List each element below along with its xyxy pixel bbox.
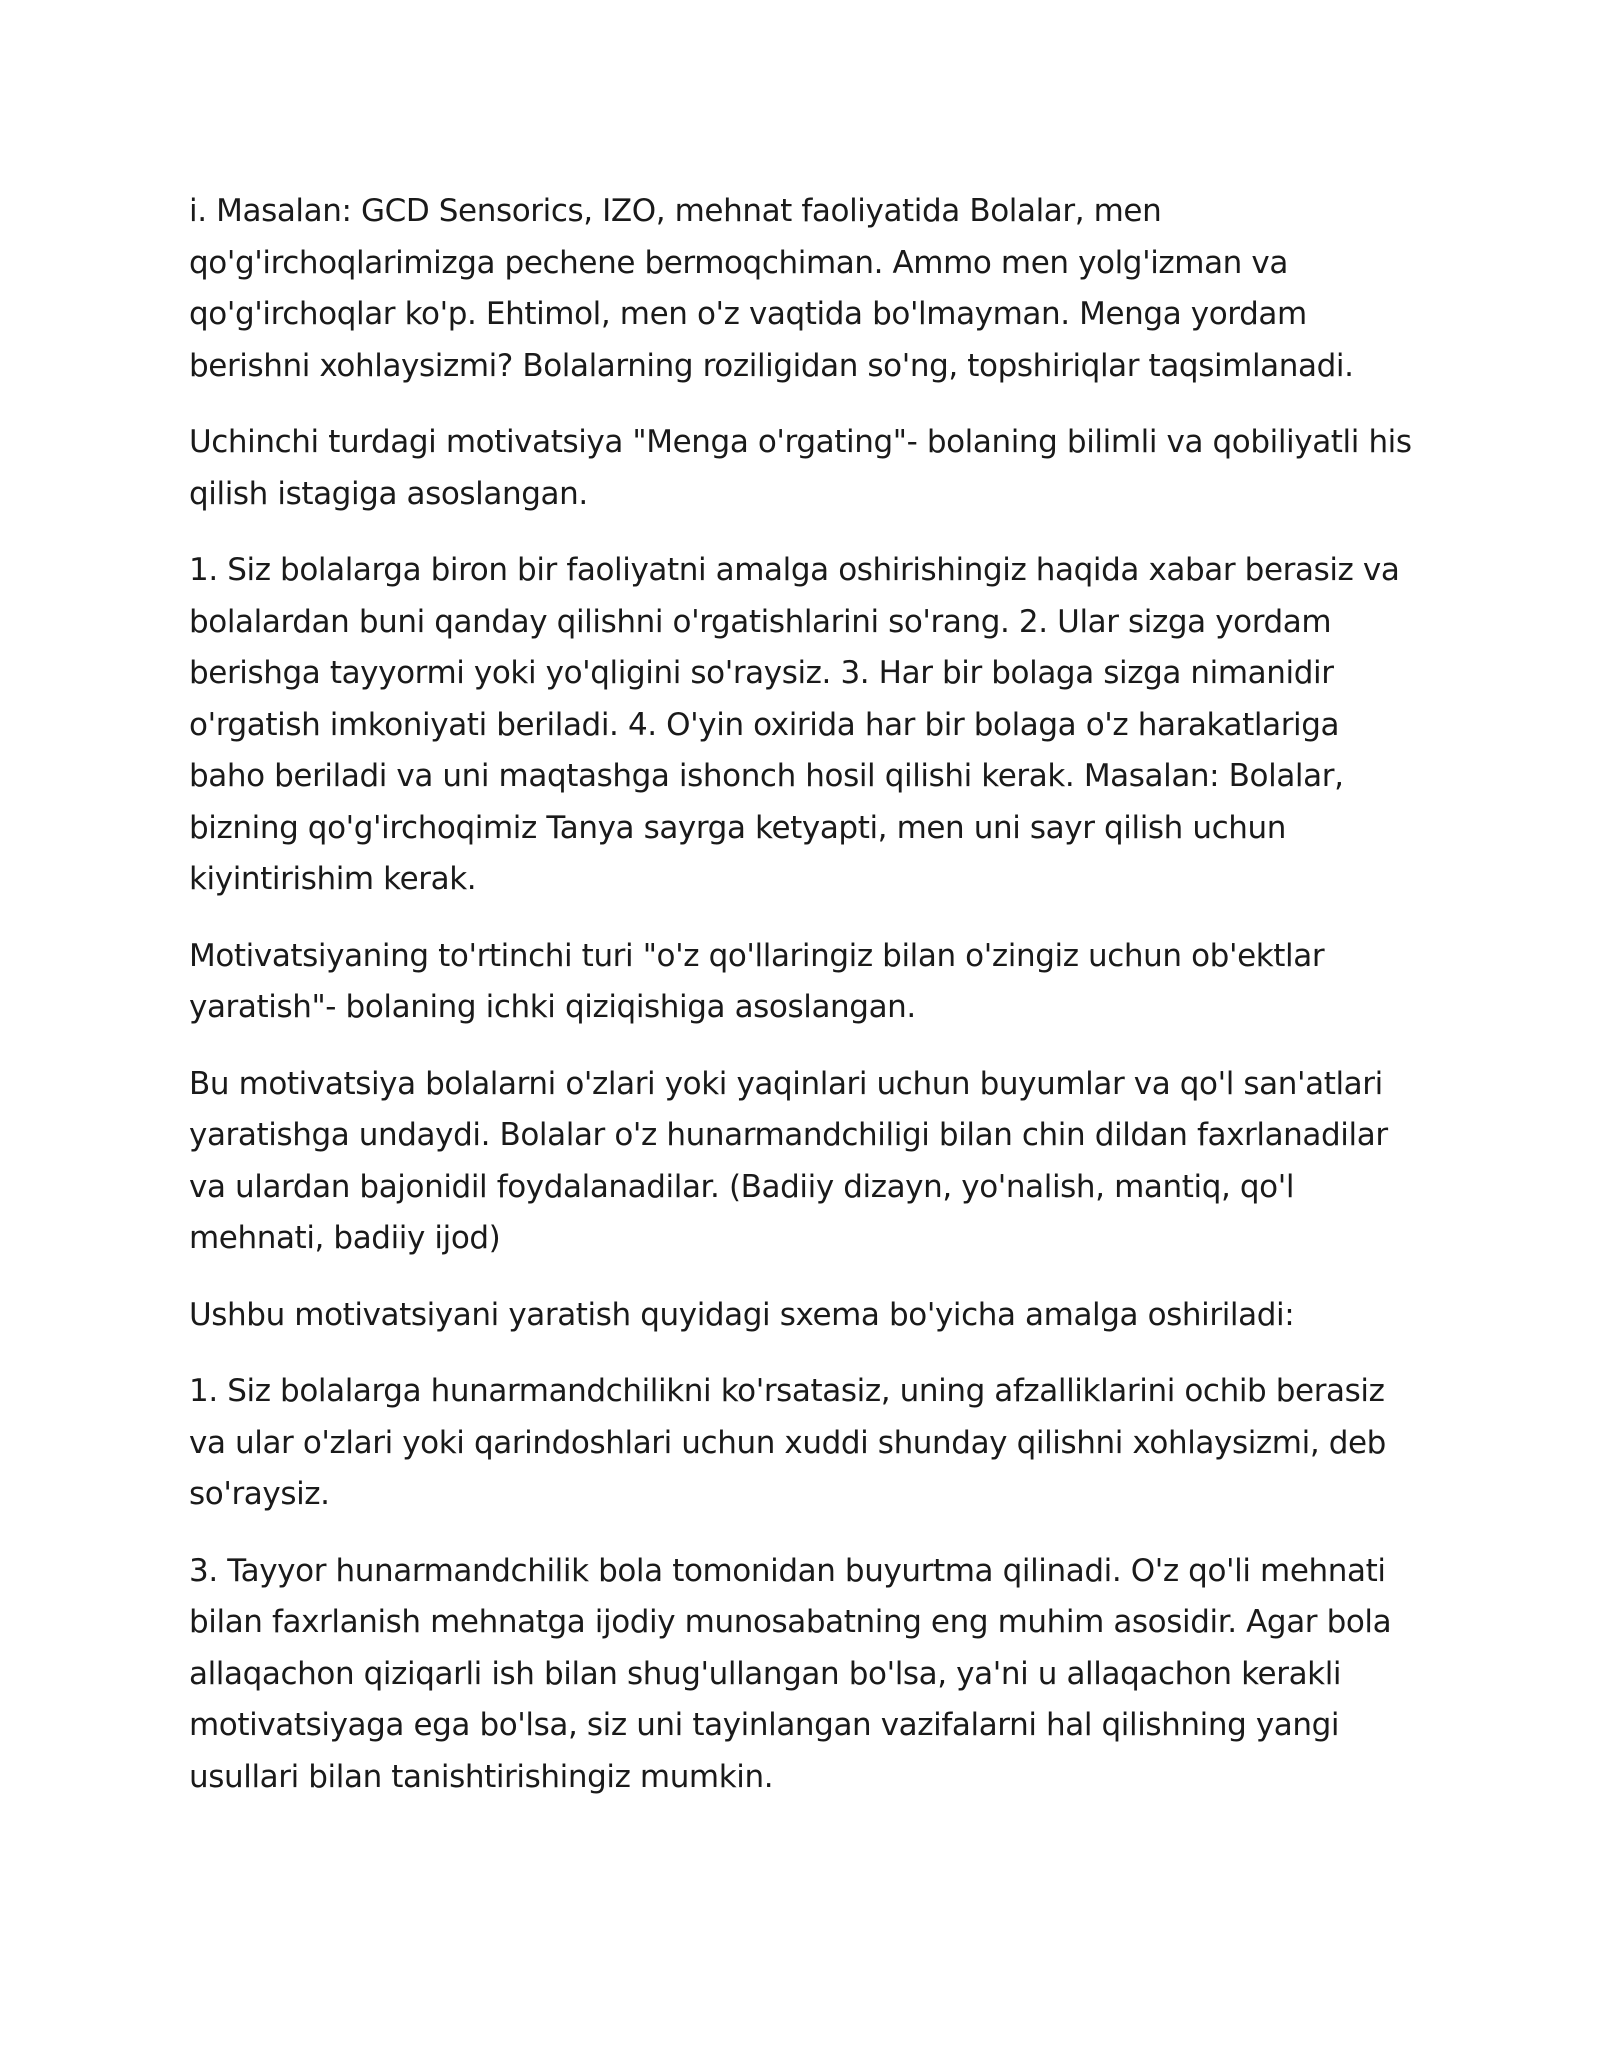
paragraph-third-motivation-type: Uchinchi turdagi motivatsiya "Menga o'rgating"- bolaning bilimli va qobiliyatli his qilish istagiga asoslangan. <box>189 424 1412 512</box>
document-body <box>189 186 1424 1828</box>
paragraph-scheme-intro: Ushbu motivatsiyani yaratish quyidagi sxema bo'yicha amalga oshiriladi: <box>189 1296 1295 1333</box>
paragraph-scheme-step-1: 1. Siz bolalarga hunarmandchilikni ko'rsatasiz, uning afzalliklarini ochib berasiz va ular o'zlari yoki qarindoshlari uchun xuddi shunday qilishni xohlaysizmi, deb so'raysiz. <box>189 1373 1386 1512</box>
paragraph-example-cookies: i. Masalan: GCD Sensorics, IZO, mehnat faoliyatida Bolalar, men qo'g'irchoqlarimizga pechene bermoqchiman. Ammo men yolg'izman va qo'g'irchoqlar ko'p. Ehtimol, men o'z vaqtida bo'lmayman. Menga yordam berishni xohlaysizmi? Bolalarning roziligidan so'ng, topshiriqlar taqsimlanadi. <box>189 193 1354 384</box>
paragraph-scheme-step-3: 3. Tayyor hunarmandchilik bola tomonidan buyurtma qilinadi. O'z qo'li mehnati bilan faxrlanish mehnatga ijodiy munosabatning eng muhim asosidir. Agar bola allaqachon qiziqarli ish bilan shug'ullangan bo'lsa, ya'ni u allaqachon kerakli motivatsiyaga ega bo'lsa, siz uni tayinlangan vazifalarni hal qilishning yangi usullari bilan tanishtirishingiz mumkin. <box>189 1552 1392 1795</box>
paragraph-fourth-motivation-type: Motivatsiyaning to'rtinchi turi "o'z qo'llaringiz bilan o'zingiz uchun ob'ektlar yaratish"- bolaning ichki qiziqishiga asoslangan. <box>189 937 1325 1025</box>
paragraph-teach-me-steps: 1. Siz bolalarga biron bir faoliyatni amalga oshirishingiz haqida xabar berasiz va bolalardan buni qanday qilishni o'rgatishlarini so'rang. 2. Ular sizga yordam berishga tayyormi yoki yo'qligini so'raysiz. 3. Har bir bolaga sizga nimanidir o'rgatish imkoniyati beriladi. 4. O'yin oxirida har bir bolaga o'z harakatlariga baho beriladi va uni maqtashga ishonch hosil qilishi kerak. Masalan: Bolalar, bizning qo'g'irchoqimiz Tanya sayrga ketyapti, men uni sayr qilish uchun kiyintirishim kerak. <box>189 552 1400 897</box>
paragraph-crafts-motivation: Bu motivatsiya bolalarni o'zlari yoki yaqinlari uchun buyumlar va qo'l san'atlari yaratishga undaydi. Bolalar o'z hunarmandchiligi bilan chin dildan faxrlanadilar va ulardan bajonidil foydalanadilar. (Badiiy dizayn, yo'nalish, mantiq, qo'l mehnati, badiiy ijod) <box>189 1065 1388 1256</box>
